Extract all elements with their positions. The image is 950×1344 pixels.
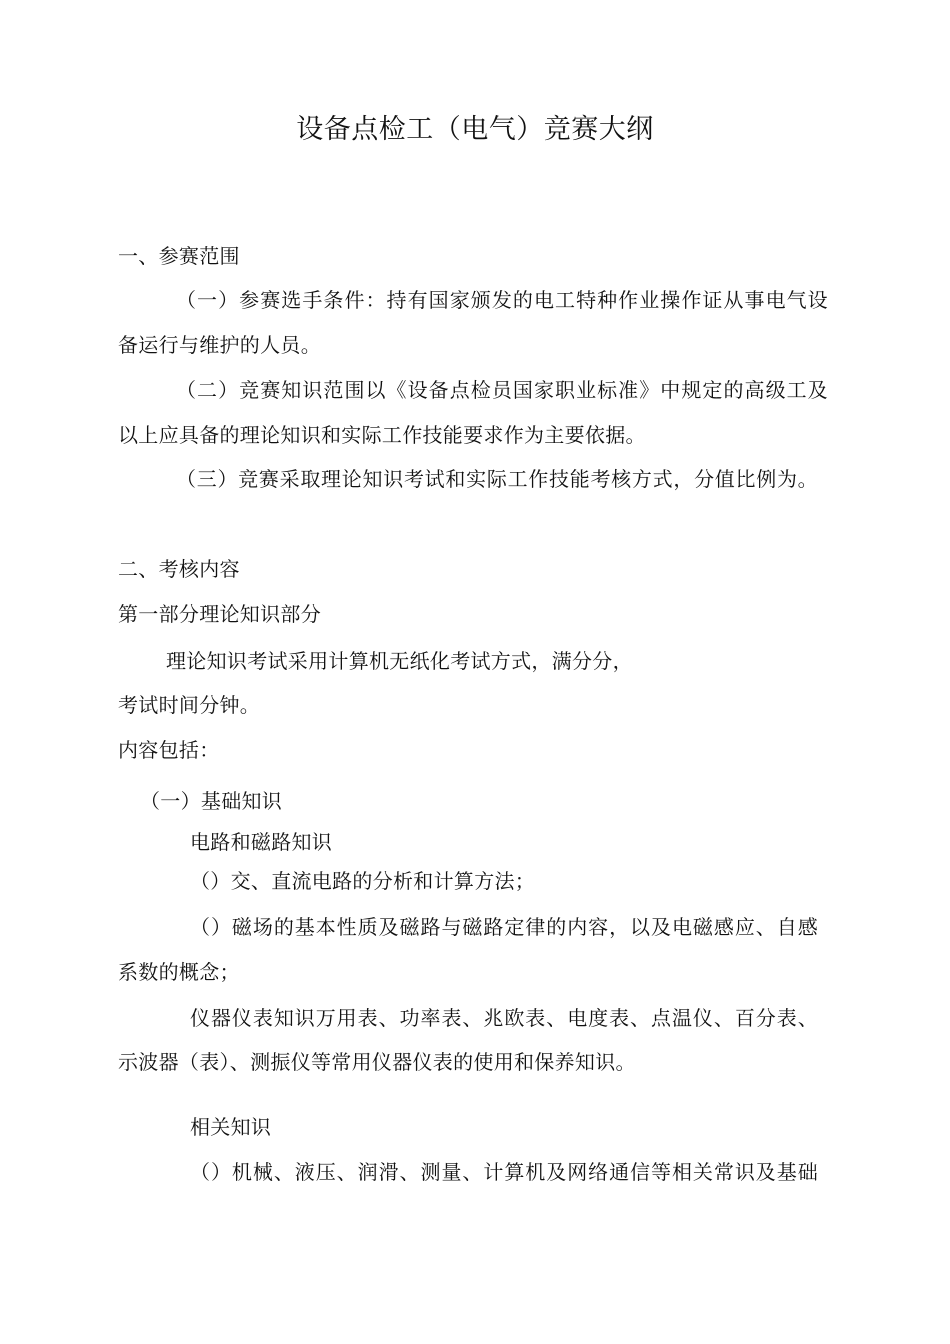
paragraph-line: （三）竞赛采取理论知识考试和实际工作技能考核方式，分值比例为。: [176, 467, 818, 491]
subsection-heading: （一）基础知识: [140, 789, 283, 813]
paragraph-line: （一）参赛选手条件：持有国家颁发的电工特种作业操作证从事电气设: [176, 288, 828, 312]
section-heading-2: 二、考核内容: [118, 557, 240, 581]
list-item: （）磁场的基本性质及磁路与磁路定律的内容，以及电磁感应、自感: [190, 915, 818, 939]
paragraph-line: 以上应具备的理论知识和实际工作技能要求作为主要依据。: [118, 423, 646, 447]
paragraph-line: 仪器仪表知识万用表、功率表、兆欧表、电度表、点温仪、百分表、: [190, 1006, 818, 1030]
list-item: （）机械、液压、润滑、测量、计算机及网络通信等相关常识及基础: [190, 1160, 818, 1184]
paragraph-line: 理论知识考试采用计算机无纸化考试方式，满分分，: [166, 649, 633, 673]
topic-heading: 相关知识: [190, 1115, 272, 1139]
subsection-heading: 第一部分理论知识部分: [118, 602, 321, 626]
paragraph-line: 内容包括：: [118, 738, 220, 762]
paragraph-line: （二）竞赛知识范围以《设备点检员国家职业标准》中规定的高级工及: [176, 378, 828, 402]
paragraph-line: 系数的概念；: [118, 960, 240, 984]
paragraph-line: 考试时间分钟。: [118, 693, 261, 717]
paragraph-line: 示波器（表）、测振仪等常用仪器仪表的使用和保养知识。: [118, 1050, 636, 1074]
section-heading-1: 一、参赛范围: [118, 244, 240, 268]
paragraph-line: 备运行与维护的人员。: [118, 333, 321, 357]
page-title: 设备点检工（电气）竞赛大纲: [296, 114, 654, 145]
topic-heading: 电路和磁路知识: [190, 830, 333, 854]
list-item: （）交、直流电路的分析和计算方法；: [190, 869, 536, 893]
